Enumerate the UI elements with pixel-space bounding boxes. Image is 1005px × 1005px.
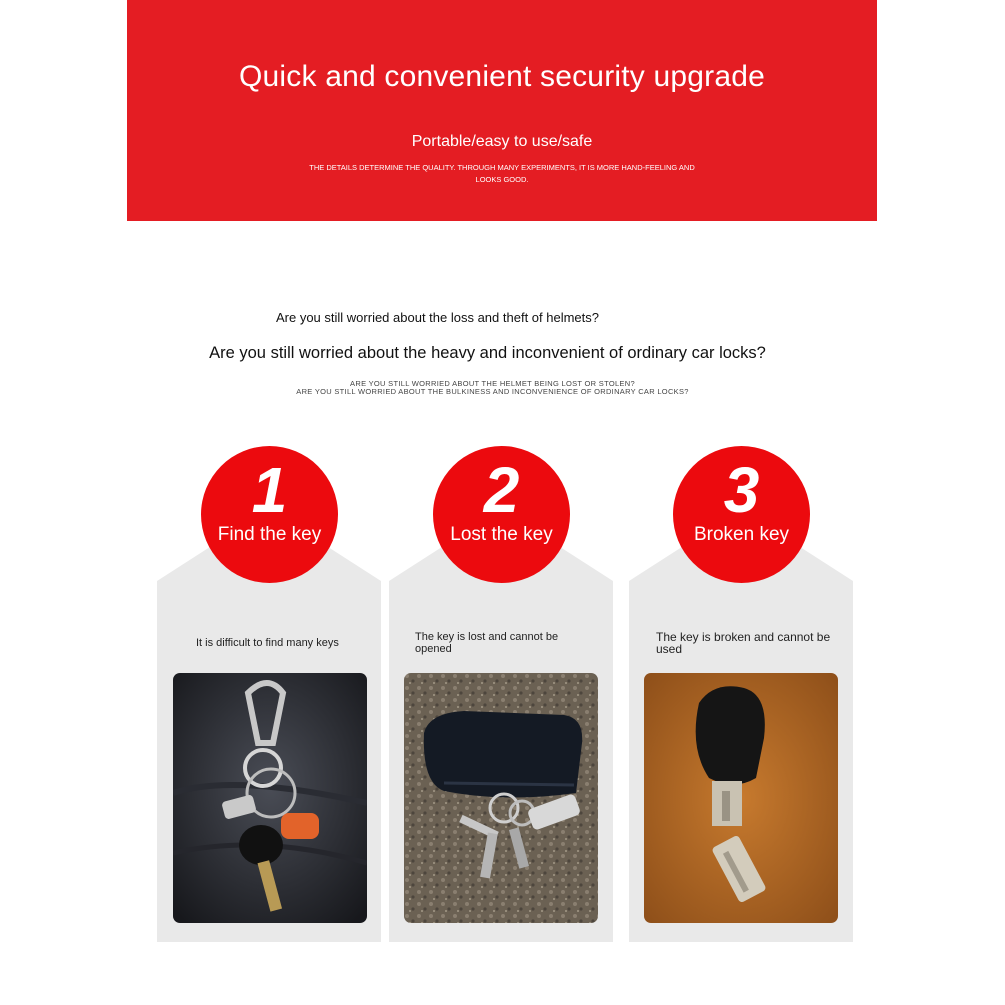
keyring-on-bag-photo [173,673,367,923]
banner-subtitle: Portable/easy to use/safe [411,133,593,150]
step-number: 1 [251,454,288,526]
question-caption [0,380,985,396]
hero-banner [127,0,877,221]
question-caption-line2: ARE YOU STILL WORRIED ABOUT THE BULKINESS AND INCONVENIENCE OF ORDINARY CAR LOCKS? [296,387,689,396]
step-circle-1 [201,446,338,583]
card-description: The key is lost and cannot be opened [415,631,559,655]
card-description: The key is broken and cannot be used [656,630,831,656]
banner-title: Quick and convenient security upgrade [238,60,766,93]
step-label: Lost the key [450,524,553,545]
question-helmets: Are you still worried about the loss and theft of helmets? [275,310,599,325]
step-circle-3 [673,446,810,583]
banner-small-text: THE DETAILS DETERMINE THE QUALITY. THROUGH MANY EXPERIMENTS, IT IS MORE HAND-FEELING AND LOOKS GOOD. [309,163,695,184]
step-number: 2 [483,454,520,526]
card-description: It is difficult to find many keys [196,637,339,649]
question-caption-line1: ARE YOU STILL WORRIED ABOUT THE HELMET BEING LOST OR STOLEN? [350,379,635,388]
step-number: 3 [723,454,760,526]
step-label: Find the key [217,524,322,545]
lost-wallet-keys-photo [404,673,598,923]
question-car-locks: Are you still worried about the heavy and inconvenient of ordinary car locks? [209,344,766,362]
step-label: Broken key [693,524,790,545]
step-circle-2 [433,446,570,583]
broken-key-photo [644,673,838,923]
